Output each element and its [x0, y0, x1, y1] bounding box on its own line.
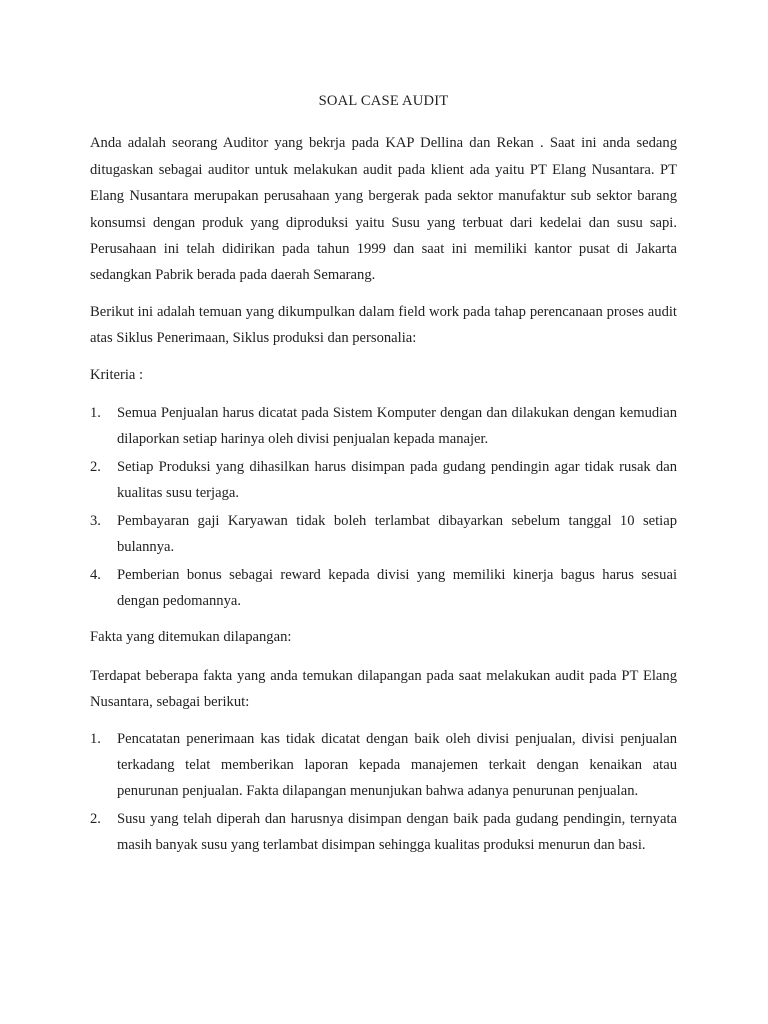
facts-label: Fakta yang ditemukan dilapangan:: [90, 629, 292, 646]
criteria-item-number: 4.: [90, 566, 101, 583]
facts-list: [90, 726, 677, 859]
criteria-item: [90, 562, 677, 615]
fact-item-text: Pencatatan penerimaan kas tidak dicatat dengan baik oleh divisi penjualan, divisi penjualan terkadang telat memberikan laporan kepada manajemen terkait dengan kenaikan atau penurunan penjualan. Fakta dilapangan menunjukan bahwa adanya penurunan penjualan.: [117, 730, 677, 800]
criteria-item-text: Setiap Produksi yang dihasilkan harus disimpan pada gudang pendingin agar tidak rusak dan kualitas susu terjaga.: [117, 458, 677, 502]
criteria-item-text: Semua Penjualan harus dicatat pada Sistem Komputer dengan dan dilakukan dengan kemudian dilaporkan setiap harinya oleh divisi penjualan kepada manajer.: [117, 405, 677, 448]
criteria-item-number: 1.: [90, 405, 101, 422]
document-body: [90, 88, 677, 869]
criteria-item-text: Pemberian bonus sebagai reward kepada divisi yang memiliki kinerja bagus harus sesuai dengan pedomannya.: [117, 566, 677, 609]
fact-item-number: 2.: [90, 810, 101, 827]
fact-item-number: 1.: [90, 730, 101, 747]
criteria-item: [90, 508, 677, 561]
criteria-item-text: Pembayaran gaji Karyawan tidak boleh terlambat dibayarkan sebelum tanggal 10 setiap bulannya.: [117, 512, 677, 556]
document-title: SOAL CASE AUDIT: [318, 93, 449, 109]
fact-item: [90, 806, 677, 859]
criteria-item: [90, 454, 677, 507]
intro-paragraph: Anda adalah seorang Auditor yang bekrja pada KAP Dellina dan Rekan . Saat ini anda sedang ditugaskan sebagai auditor untuk melakukan audit pada klient ada yaitu PT Elang Nusantara. PT Elang Nusantara merupakan perusahaan yang bergerak pada sektor manufaktur sub sektor barang konsumsi dengan produk yang diproduksi yaitu Susu yang terbuat dari kedelai dan susu sapi. Perusahaan ini telah didirikan pada tahun 1999 dan saat ini memiliki kantor pusat di Jakarta sedangkan Pabrik berada pada daerah Semarang.: [90, 135, 677, 284]
facts-intro-paragraph: Terdapat beberapa fakta yang anda temukan dilapangan pada saat melakukan audit pada PT Elang Nusantara, sebagai berikut:: [90, 667, 677, 711]
findings-intro-paragraph: Berikut ini adalah temuan yang dikumpulkan dalam field work pada tahap perencanaan proses audit atas Siklus Penerimaan, Siklus produksi dan personalia:: [90, 303, 677, 347]
criteria-label: Kriteria :: [90, 366, 144, 383]
fact-item-text: Susu yang telah diperah dan harusnya disimpan dengan baik pada gudang pendingin, ternyata masih banyak susu yang terlambat disimpan sehingga kualitas produksi menurun dan basi.: [117, 810, 677, 854]
criteria-item: [90, 400, 677, 453]
fact-item: [90, 726, 677, 805]
criteria-item-number: 3.: [90, 512, 101, 529]
criteria-list: [90, 400, 677, 614]
criteria-item-number: 2.: [90, 458, 101, 475]
